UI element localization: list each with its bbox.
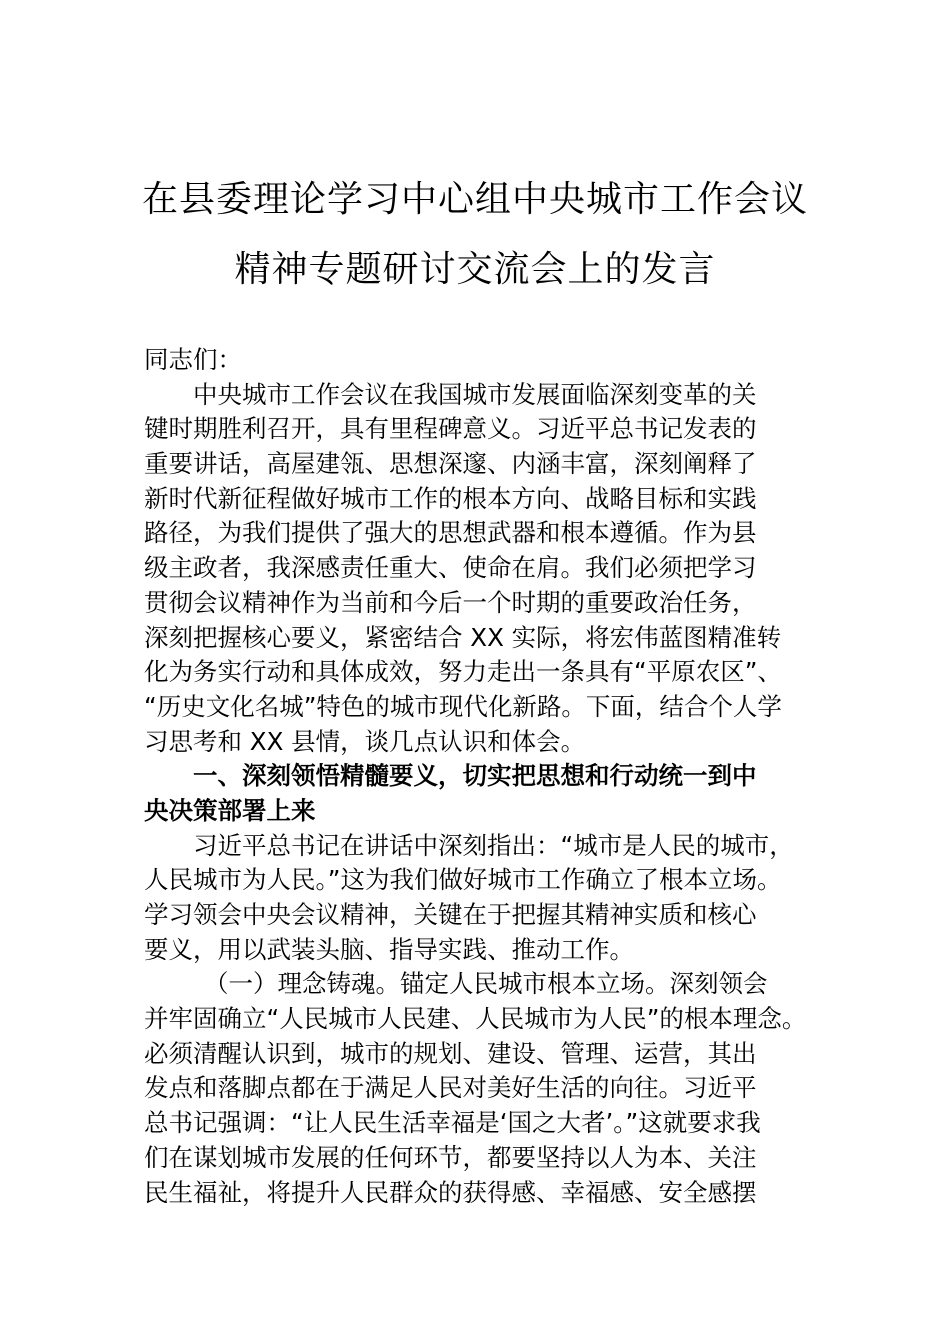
paragraph-line: 习思考和 XX 县情，谈几点认识和体会。: [144, 726, 586, 756]
paragraph-line: 深刻把握核心要义，紧密结合 XX 实际，将宏伟蓝图精准转: [144, 622, 782, 652]
paragraph-line: 习近平总书记在讲话中深刻指出：“城市是人民的城市，: [193, 830, 794, 860]
paragraph-line: 新时代新征程做好城市工作的根本方向、战略目标和实践: [144, 483, 757, 513]
paragraph-line: 中央城市工作会议在我国城市发展面临深刻变革的关: [193, 379, 757, 409]
paragraph-line: 总书记强调：“让人民生活幸福是‘国之大者’。”这就要求我: [144, 1108, 761, 1138]
document-body: [144, 343, 844, 1210]
paragraph-line: 们在谋划城市发展的任何环节，都要坚持以人为本、关注: [144, 1142, 757, 1172]
subsection-line: （一）理念铸魂。锚定人民城市根本立场。深刻领会: [204, 969, 768, 999]
paragraph-line: 键时期胜利召开，具有里程碑意义。习近平总书记发表的: [144, 414, 757, 444]
paragraph-line: 并牢固确立“人民城市人民建、人民城市为人民”的根本理念。: [144, 1004, 807, 1034]
paragraph-line: 重要讲话，高屋建瓴、思想深邃、内涵丰富，深刻阐释了: [144, 449, 757, 479]
paragraph-line: 发点和落脚点都在于满足人民对美好生活的向往。习近平: [144, 1073, 757, 1103]
paragraph-line: 化为务实行动和具体成效，努力走出一条具有“平原农区”、: [144, 657, 782, 687]
paragraph-line: 要义，用以武装头脑、指导实践、推动工作。: [144, 934, 634, 964]
paragraph-line: 必须清醒认识到，城市的规划、建设、管理、运营，其出: [144, 1038, 757, 1068]
section-heading: 一、深刻领悟精髓要义，切实把思想和行动统一到中: [193, 761, 757, 791]
paragraph-line: 路径，为我们提供了强大的思想武器和根本遵循。作为县: [144, 518, 757, 548]
paragraph-line: 贯彻会议精神作为当前和今后一个时期的重要政治任务，: [144, 587, 757, 617]
salutation: 同志们：: [144, 345, 242, 374]
paragraph-line: 民生福祉，将提升人民群众的获得感、幸福感、安全感摆: [144, 1177, 757, 1207]
paragraph-line: 人民城市为人民。”这为我们做好城市工作确立了根本立场。: [144, 865, 782, 895]
paragraph-line: “历史文化名城”特色的城市现代化新路。下面，结合个人学: [144, 691, 782, 721]
document-title-line-2: 精神专题研讨交流会上的发言: [234, 249, 716, 290]
document-title-line-1: 在县委理论学习中心组中央城市工作会议: [141, 179, 808, 220]
paragraph-line: 学习领会中央会议精神，关键在于把握其精神实质和核心: [144, 900, 757, 929]
section-heading: 央决策部署上来: [144, 795, 316, 825]
paragraph-line: 级主政者，我深感责任重大、使命在肩。我们必须把学习: [144, 553, 757, 583]
